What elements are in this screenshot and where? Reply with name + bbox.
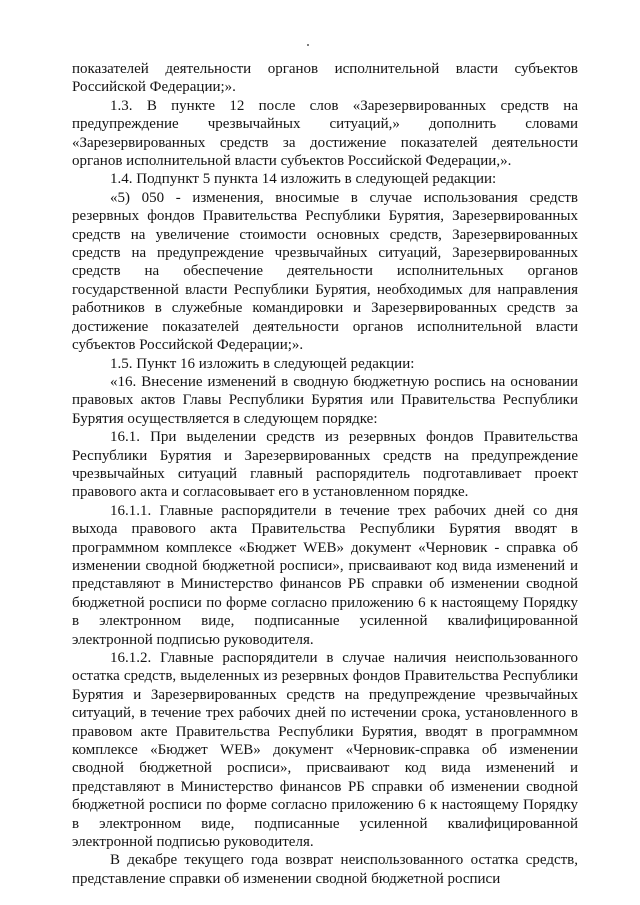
paragraph-december: В декабре текущего года возврат неиспользованного остатка средств, представление справки об изменении сводной бюджетной росписи <box>72 852 578 887</box>
paragraph-continuation: показателей деятельности органов исполнительной власти субъектов Российской Федерации;». <box>72 61 578 96</box>
paragraph-16-1-2: 16.1.2. Главные распорядители в случае наличия неиспользованного остатка средств, выделенных из резервных фондов Правительства Республики Бурятия и Зарезервированных средств на предупреждение чрезвычайных ситуаций, в течение трех рабочих дней по истечении срока, установленного в правовом акте Правительства Республики Бурятия, вводят в программном комплексе «Бюджет WEB» документ «Черновик-справка об изменении сводной бюджетной росписи», присваивают код вида изменений и представляют в Министерство финансов РБ справки об изменении сводной бюджетной росписи по форме согласно приложению 6 к настоящему Порядку в электронном виде, подписанные усиленной квалифицированной электронной подписью руководителя. <box>72 650 578 851</box>
scan-speck <box>307 44 309 46</box>
paragraph-1-3: 1.3. В пункте 12 после слов «Зарезервированных средств на предупреждение чрезвычайных ситуаций,» дополнить словами «Зарезервированных средств за достижение показателей деятельности органов исполнительной власти субъектов Российской Федерации,». <box>72 97 578 170</box>
paragraph-1-4: 1.4. Подпункт 5 пункта 14 изложить в следующей редакции: <box>110 171 497 188</box>
paragraph-16-1: 16.1. При выделении средств из резервных фондов Правительства Республики Бурятия и Зарезервированных средств на предупреждение чрезвычайных ситуаций главный распорядитель подготавливает проект правового акта и согласовывает его в установленном порядке. <box>72 429 578 501</box>
paragraph-subpoint-5: «5) 050 - изменения, вносимые в случае использования средств резервных фондов Правительства Республики Бурятия, Зарезервированных средств на увеличение стоимости основных средств, Зарезервированных средств на предупреждение чрезвычайных ситуаций, Зарезервированных средств на обеспечение деятельности исполнительных органов государственной власти Республики Бурятия, необходимых для направления работников в служебные командировки и Зарезервированных средств за достижение показателей деятельности органов исполнительной власти субъектов Российской Федерации;». <box>72 189 578 354</box>
document-body <box>72 60 578 888</box>
paragraph-1-5: 1.5. Пункт 16 изложить в следующей редакции: <box>110 355 415 372</box>
paragraph-16-1-1: 16.1.1. Главные распорядители в течение трех рабочих дней со дня выхода правового акта Правительства Республики Бурятия вводят в программном комплексе «Бюджет WEB» документ «Черновик - справка об изменении сводной бюджетной росписи», присваивают код вида изменений и представляют в Министерство финансов РБ справки об изменении сводной бюджетной росписи по форме согласно приложению 6 к настоящему Порядку в электронном виде, подписанные усиленной квалифицированной электронной подписью руководителя. <box>72 502 578 648</box>
paragraph-16: «16. Внесение изменений в сводную бюджетную роспись на основании правовых актов Главы Республики Бурятия или Правительства Республики Бурятия осуществляется в следующем порядке: <box>72 373 578 427</box>
